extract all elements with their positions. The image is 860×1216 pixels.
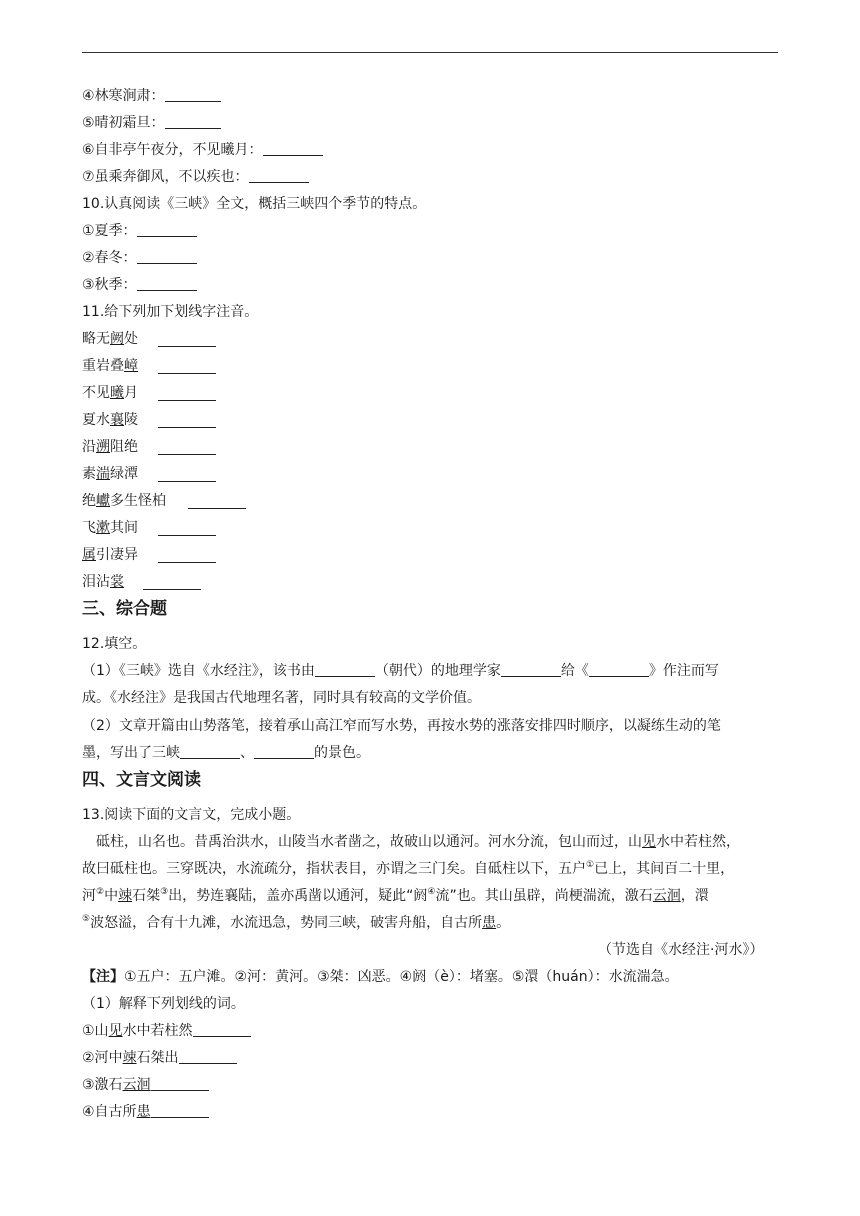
q11-item: 夏水襄陵 (82, 412, 138, 428)
q11-item: 属引凄异 (82, 547, 138, 563)
q13-sub1: （1）解释下列划线的词。 (82, 996, 245, 1012)
q13-sub-item: ③激石云洄 (82, 1075, 209, 1095)
answer-blank[interactable] (151, 1076, 209, 1091)
passage-source: （节选自《水经注·河水》） (598, 942, 764, 958)
header-rule (82, 52, 778, 53)
answer-blank[interactable] (137, 222, 197, 237)
answer-blank[interactable] (188, 494, 246, 509)
q10-item: ②春冬： (82, 248, 197, 268)
passage-notes: 【注】①五户：五户滩。②河：黄河。③桀：凶恶。④阏（è）：堵塞。⑤澴（huán）：水流湍急。 (82, 969, 679, 985)
underlined-char: 属 (82, 547, 96, 563)
q10-title: 10.认真阅读《三峡》全文，概括三峡四个季节的特点。 (82, 196, 427, 212)
section-heading: 四、文言文阅读 (82, 770, 201, 790)
q11-item: 泪沾裳 (82, 574, 124, 590)
q11-item: 略无阙处 (82, 331, 138, 347)
q13-title: 13.阅读下面的文言文，完成小题。 (82, 807, 301, 823)
answer-blank[interactable] (151, 1103, 209, 1118)
answer-blank[interactable] (158, 548, 216, 563)
answer-blank[interactable] (501, 662, 561, 677)
passage-line: 河②中竦石桀③出，势连襄陆，盖亦禹凿以通河，疑此“阏④流”也。其山虽辟，尚梗湍流，激石云洄，澴 (82, 887, 709, 904)
q13-sub-item: ④自古所患 (82, 1102, 209, 1122)
q9-item: ④林寒涧肃： (82, 86, 221, 106)
q12-title: 12.填空。 (82, 636, 147, 652)
answer-blank[interactable] (143, 575, 201, 590)
answer-blank[interactable] (254, 744, 314, 759)
underlined-char: 曦 (110, 385, 124, 401)
answer-blank[interactable] (193, 1022, 251, 1037)
answer-blank[interactable] (158, 440, 216, 455)
answer-blank[interactable] (589, 662, 649, 677)
underlined-char: 巘 (96, 493, 110, 509)
answer-blank[interactable] (137, 276, 197, 291)
underlined-char: 漱 (96, 520, 110, 536)
q10-item: ①夏季： (82, 221, 197, 241)
answer-blank[interactable] (158, 332, 216, 347)
answer-blank[interactable] (315, 662, 375, 677)
section-heading: 三、综合题 (82, 599, 167, 619)
answer-blank[interactable] (180, 744, 240, 759)
answer-blank[interactable] (158, 413, 216, 428)
answer-blank[interactable] (179, 1049, 237, 1064)
passage-line: 故曰砥柱也。三穿既决，水流疏分，指状表目，亦谓之三门矣。自砥柱以下，五户①已上，其间百二十里， (82, 860, 735, 877)
q13-sub-item: ②河中竦石桀出 (82, 1048, 237, 1068)
q12-p1-cont: 成。《水经注》是我国古代地理名著，同时具有较高的文学价值。 (82, 690, 481, 706)
q11-item: 素湍绿潭 (82, 466, 138, 482)
answer-blank[interactable] (158, 386, 216, 401)
q13-sub-item: ①山见水中若柱然 (82, 1021, 251, 1041)
q11-title: 11.给下列加下划线字注音。 (82, 304, 259, 320)
q12-p1: （1）《三峡》选自《水经注》，该书由 （朝代）的地理学家 给《 》作注而写 (82, 663, 719, 679)
q10-item: ③秋季： (82, 275, 197, 295)
answer-blank[interactable] (158, 467, 216, 482)
q11-item: 绝巘多生怪柏 (82, 493, 166, 509)
answer-blank[interactable] (249, 168, 309, 183)
underlined-char: 裳 (110, 574, 124, 590)
underlined-char: 溯 (96, 439, 110, 455)
underlined-char: 嶂 (124, 358, 138, 374)
q11-item: 重岩叠嶂 (82, 358, 138, 374)
answer-blank[interactable] (158, 359, 216, 374)
q11-item: 不见曦月 (82, 385, 138, 401)
underlined-char: 阙 (110, 331, 124, 347)
answer-blank[interactable] (158, 521, 216, 536)
q11-item: 沿溯阻绝 (82, 439, 138, 455)
passage-line: ⑤波怒溢，合有十九滩，水流迅急，势同三峡，破害舟船，自古所患。 (82, 914, 511, 931)
q9-item: ⑤晴初霜旦： (82, 113, 221, 133)
q11-item: 飞漱其间 (82, 520, 138, 536)
q12-p2: （2）文章开篇由山势落笔，接着承山高江窄而写水势，再按水势的涨落安排四时顺序，以凝练生动的笔 (82, 718, 721, 734)
q9-item: ⑥自非亭午夜分，不见曦月： (82, 140, 323, 160)
q12-p2-cont: 墨，写出了三峡 、 的景色。 (82, 745, 370, 761)
answer-blank[interactable] (165, 87, 221, 102)
passage-line: 砥柱，山名也。昔禹治洪水，山陵当水者凿之，故破山以通河。河水分流，包山而过，山见水中若柱然， (96, 834, 740, 850)
underlined-char: 襄 (110, 412, 124, 428)
underlined-char: 湍 (96, 466, 110, 482)
answer-blank[interactable] (137, 249, 197, 264)
answer-blank[interactable] (263, 141, 323, 156)
answer-blank[interactable] (165, 114, 221, 129)
q9-item: ⑦虽乘奔御风，不以疾也： (82, 167, 309, 187)
